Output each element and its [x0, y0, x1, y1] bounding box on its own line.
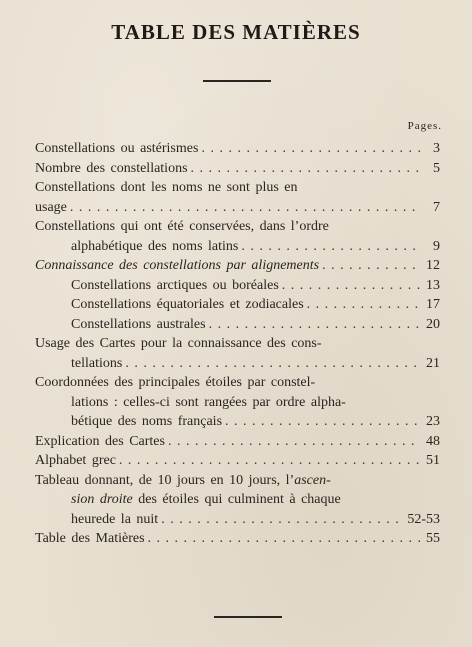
- toc-page-number: 13: [426, 277, 440, 293]
- toc-entry-line: [35, 471, 440, 491]
- toc-entry-line: [35, 373, 440, 393]
- text-fragment: 10: [157, 472, 172, 488]
- title-rule: [203, 80, 271, 82]
- toc-page-number: 55: [426, 531, 440, 546]
- dot-leader: [322, 256, 421, 276]
- toc-entry: [35, 451, 440, 471]
- toc-entry-line: [35, 217, 440, 237]
- toc-page-number: 21: [426, 355, 440, 371]
- toc-page-number: 5: [433, 160, 440, 176]
- toc-page-number: 23: [426, 414, 440, 429]
- dot-leader: [70, 198, 421, 218]
- text-fragment: ascen-: [294, 472, 331, 488]
- dot-leader: [148, 529, 421, 549]
- dot-leader: [282, 276, 421, 296]
- toc-entry: [35, 276, 440, 296]
- table-of-contents: [35, 139, 440, 549]
- text-fragment: 10: [229, 472, 244, 488]
- toc-entry: [35, 315, 440, 335]
- toc-entry-text: Table des Matières: [35, 531, 145, 546]
- toc-entry: [35, 432, 440, 452]
- toc-entry-line: [35, 490, 440, 510]
- toc-entry-text: Constellations qui ont été conservées, dans l’ordre: [35, 219, 329, 234]
- pages-column-header: Pages.: [407, 120, 442, 132]
- toc-entry-text: Constellations arctiques ou boréales: [71, 277, 279, 293]
- toc-page-number: 51: [426, 453, 440, 468]
- toc-entry-text: Nombre des constellations: [35, 160, 188, 176]
- text-fragment: des étoiles qui culminent à chaque: [132, 492, 341, 507]
- toc-page-number: 12: [426, 258, 440, 273]
- toc-entry-text: Constellations dont les noms ne sont plus en: [35, 180, 298, 195]
- toc-entry-text: Explication des Cartes: [35, 433, 165, 449]
- toc-page-number: 52-53: [407, 511, 440, 527]
- toc-page-number: 20: [426, 316, 440, 332]
- toc-page-number: 48: [426, 433, 440, 449]
- toc-entry: [35, 237, 440, 257]
- toc-entry-text: tellations: [71, 355, 123, 371]
- dot-leader: [307, 295, 421, 315]
- toc-entry-text: Constellations ou astérismes: [35, 141, 199, 156]
- dot-leader: [191, 159, 421, 179]
- dot-leader: [209, 315, 421, 335]
- dot-leader: [201, 139, 421, 159]
- toc-page-number: 17: [426, 297, 440, 312]
- toc-page-number: 7: [433, 199, 440, 215]
- toc-entry: [35, 159, 440, 179]
- toc-entry-text: Alphabet grec: [35, 453, 116, 468]
- dot-leader: [161, 510, 404, 530]
- toc-entry-text: Constellations équatoriales et zodiacales: [71, 297, 304, 312]
- text-fragment: jours, l’: [243, 472, 295, 488]
- toc-entry-text: lations : celles-ci sont rangées par ordre alpha-: [71, 394, 346, 410]
- toc-entry-text: heurede la nuit: [71, 511, 159, 527]
- toc-entry-line: [35, 334, 440, 354]
- toc-entry-text: Usage des Cartes pour la connaissance des cons-: [35, 336, 322, 351]
- toc-entry-text: bétique des noms français: [71, 414, 223, 429]
- toc-entry-line: [35, 393, 440, 413]
- toc-entry-text: [71, 490, 341, 510]
- toc-entry: [35, 510, 440, 530]
- toc-entry: [35, 412, 440, 432]
- toc-entry-line: [35, 178, 440, 198]
- text-fragment: Tableau donnant, de: [35, 472, 158, 488]
- toc-entry-text: Connaissance des constellations par alignements: [35, 258, 320, 273]
- dot-leader: [241, 237, 421, 257]
- toc-entry: [35, 529, 440, 549]
- toc-entry-text: [35, 471, 331, 491]
- text-fragment: jours en: [171, 472, 230, 488]
- toc-entry-text: Constellations australes: [71, 316, 206, 332]
- footer-rule: [214, 616, 282, 618]
- dot-leader: [168, 432, 421, 452]
- toc-entry: [35, 295, 440, 315]
- toc-entry-text: Coordonnées des principales étoiles par constel-: [35, 375, 316, 390]
- dot-leader: [225, 412, 421, 432]
- toc-entry: [35, 139, 440, 159]
- toc-entry: [35, 256, 440, 276]
- toc-page-number: 3: [433, 141, 440, 156]
- dot-leader: [119, 451, 421, 471]
- dot-leader: [125, 354, 421, 374]
- toc-entry: [35, 198, 440, 218]
- page-title: TABLE DES MATIÈRES: [111, 20, 361, 44]
- text-fragment: sion droite: [71, 492, 133, 507]
- toc-page-number: 9: [433, 238, 440, 254]
- toc-entry-text: usage: [35, 199, 67, 215]
- toc-entry: [35, 354, 440, 374]
- toc-entry-text: alphabétique des noms latins: [71, 238, 239, 254]
